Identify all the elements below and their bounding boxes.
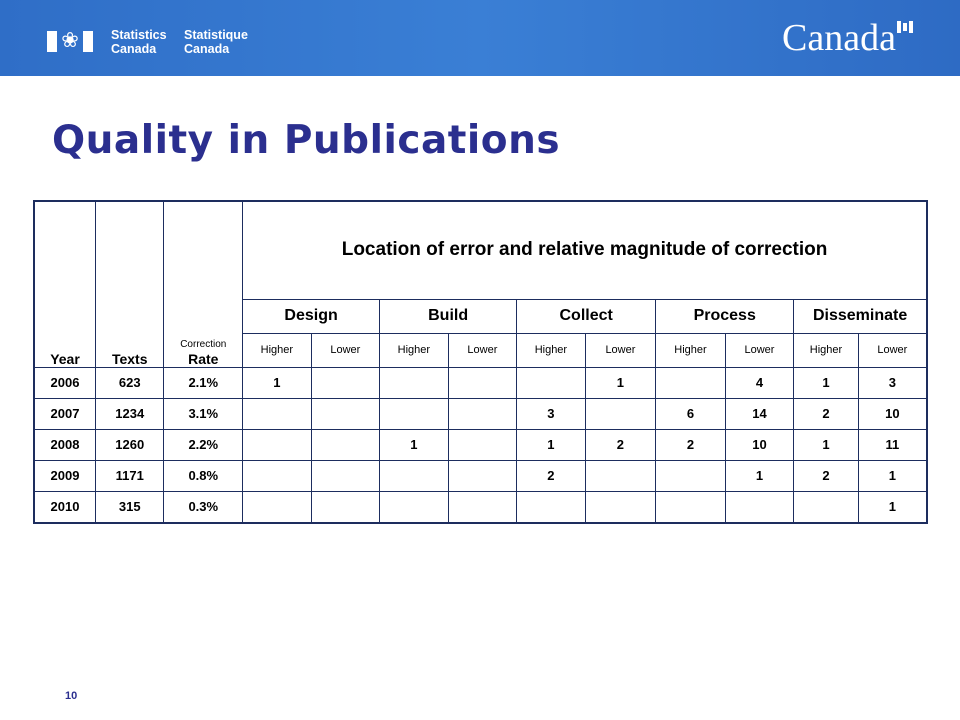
header-banner — [0, 0, 960, 76]
table-cell — [448, 460, 517, 491]
table-body — [34, 367, 927, 523]
page-number: 10 — [65, 690, 78, 702]
agency-en-line1: Statistics — [111, 28, 167, 42]
table-cell — [311, 429, 380, 460]
table-cell — [448, 367, 517, 398]
header-stage-design: Design — [243, 299, 380, 333]
table-cell: 6 — [656, 398, 726, 429]
table-cell: 4 — [725, 367, 794, 398]
table-cell — [380, 491, 449, 523]
table-row — [34, 429, 927, 460]
table-cell: 10 — [858, 398, 927, 429]
table-cell — [243, 491, 312, 523]
slide-title: Quality in Publications — [52, 118, 561, 163]
table-cell — [448, 429, 517, 460]
table-cell: 1 — [858, 460, 927, 491]
table-cell: 2 — [794, 398, 858, 429]
table-cell — [243, 429, 312, 460]
table-cell — [380, 367, 449, 398]
table-cell — [585, 491, 656, 523]
table-cell — [517, 367, 586, 398]
table-row — [34, 398, 927, 429]
canada-flag-icon: ❀ — [47, 31, 93, 52]
agency-name-fr — [184, 28, 248, 56]
table-cell: 2 — [585, 429, 656, 460]
agency-fr-line1: Statistique — [184, 28, 248, 42]
table-cell: 1171 — [95, 460, 164, 491]
header-correction-rate — [164, 201, 243, 367]
table-cell: 2 — [517, 460, 586, 491]
wordmark-flag-icon — [897, 21, 913, 33]
table-cell: 1 — [794, 367, 858, 398]
header-rate-big: Rate — [188, 350, 219, 367]
table-cell: 2 — [794, 460, 858, 491]
table-cell: 2010 — [34, 491, 95, 523]
quality-table — [33, 200, 928, 524]
table-cell: 2007 — [34, 398, 95, 429]
table-cell: 2009 — [34, 460, 95, 491]
table-cell: 0.8% — [164, 460, 243, 491]
header-rate-small: Correction — [180, 338, 227, 350]
table-cell — [725, 491, 794, 523]
header-stage-process: Process — [656, 299, 794, 333]
header-stage-disseminate: Disseminate — [794, 299, 927, 333]
table-cell: 315 — [95, 491, 164, 523]
table-cell — [585, 398, 656, 429]
table-cell: 1260 — [95, 429, 164, 460]
table-row — [34, 367, 927, 398]
canada-wordmark: Canada — [782, 17, 896, 59]
table-cell: 1234 — [95, 398, 164, 429]
agency-name-en — [111, 28, 167, 56]
header-location-group: Location of error and relative magnitude of correction — [243, 201, 927, 299]
table-cell: 2008 — [34, 429, 95, 460]
table-cell: 10 — [725, 429, 794, 460]
header-higher: Higher — [517, 333, 586, 367]
table-cell — [311, 398, 380, 429]
table-cell — [656, 460, 726, 491]
table-cell — [311, 460, 380, 491]
header-year: Year — [34, 201, 95, 367]
table-cell: 623 — [95, 367, 164, 398]
table-cell — [243, 460, 312, 491]
header-higher: Higher — [380, 333, 449, 367]
table-cell: 0.3% — [164, 491, 243, 523]
table-cell: 3.1% — [164, 398, 243, 429]
header-higher: Higher — [794, 333, 858, 367]
header-stage-collect: Collect — [517, 299, 656, 333]
table-cell: 3 — [517, 398, 586, 429]
table-cell: 1 — [794, 429, 858, 460]
table-cell: 3 — [858, 367, 927, 398]
header-lower: Lower — [585, 333, 656, 367]
table-cell — [448, 398, 517, 429]
header-lower: Lower — [725, 333, 794, 367]
table-cell: 2006 — [34, 367, 95, 398]
table-cell: 1 — [517, 429, 586, 460]
table-cell: 2.2% — [164, 429, 243, 460]
header-lower: Lower — [311, 333, 380, 367]
table-cell: 1 — [243, 367, 312, 398]
header-lower: Lower — [448, 333, 517, 367]
agency-en-line2: Canada — [111, 42, 157, 56]
table-cell: 2 — [656, 429, 726, 460]
table-cell: 14 — [725, 398, 794, 429]
table-cell — [311, 367, 380, 398]
table-cell: 1 — [725, 460, 794, 491]
table-row — [34, 491, 927, 523]
table-cell — [585, 460, 656, 491]
table-cell — [311, 491, 380, 523]
table-cell — [380, 398, 449, 429]
table-cell: 1 — [858, 491, 927, 523]
table-cell: 2.1% — [164, 367, 243, 398]
header-higher: Higher — [243, 333, 312, 367]
table-cell — [448, 491, 517, 523]
table-cell — [794, 491, 858, 523]
header-stage-build: Build — [380, 299, 517, 333]
agency-fr-line2: Canada — [184, 42, 230, 56]
table-cell: 1 — [585, 367, 656, 398]
table-cell — [380, 460, 449, 491]
table-row — [34, 460, 927, 491]
header-texts: Texts — [95, 201, 164, 367]
header-higher: Higher — [656, 333, 726, 367]
table-cell — [517, 491, 586, 523]
table-cell: 11 — [858, 429, 927, 460]
table-cell: 1 — [380, 429, 449, 460]
table-cell — [656, 491, 726, 523]
table-cell — [243, 398, 312, 429]
table-cell — [656, 367, 726, 398]
header-lower: Lower — [858, 333, 927, 367]
